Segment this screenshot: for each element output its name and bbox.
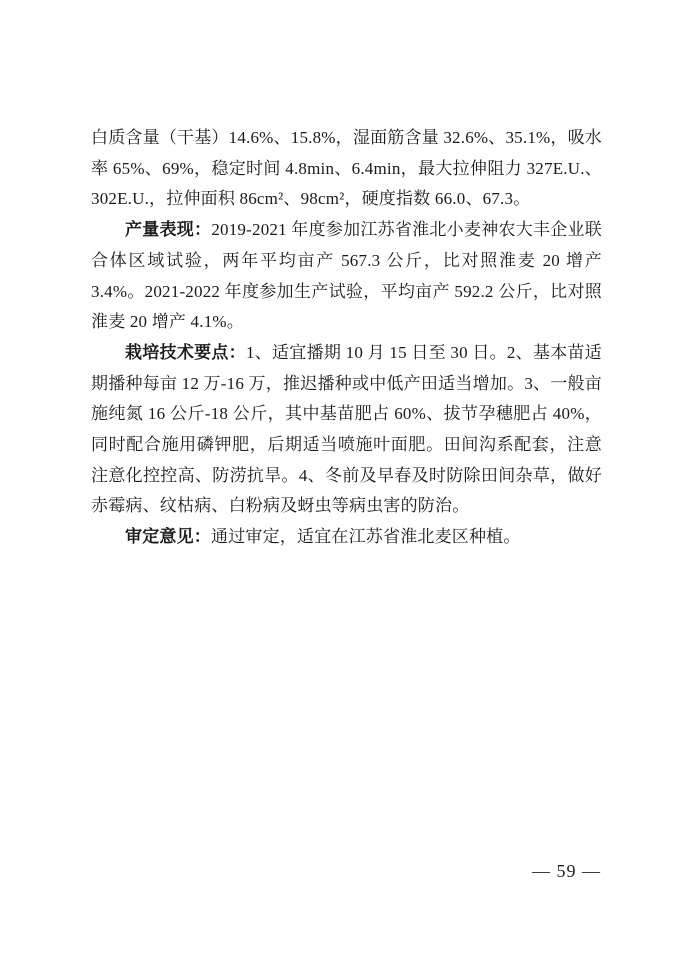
body-paragraph-yield <box>91 215 602 338</box>
paragraph-text: 1、适宜播期 10 月 15 日至 30 日。2、基本苗适期播种每亩 12 万-16 万，推迟播种或中低产田适当增加。3、一般亩施纯氮 16 公斤-18 公斤，其中基苗肥占 60%、拔节孕穗肥占 40%，同时配合施用磷钾肥，后期适当喷施叶面肥。田间沟系配套，注意注意化控控高、防涝抗旱。4、冬前及早春及时防除田间杂草，做好赤霉病、纹枯病、白粉病及蚜虫等病虫害的防治。 <box>91 342 602 516</box>
page-content <box>91 123 602 553</box>
body-paragraph-quality <box>91 123 602 215</box>
body-paragraph-cultivation <box>91 338 602 522</box>
paragraph-text: 通过审定，适宜在江苏省淮北麦区种植。 <box>211 527 521 547</box>
paragraph-label: 产量表现： <box>125 220 212 240</box>
paragraph-label: 栽培技术要点： <box>125 342 246 362</box>
paragraph-text: 白质含量（干基）14.6%、15.8%，湿面筋含量 32.6%、35.1%，吸水率 65%、69%，稳定时间 4.8min、6.4min，最大拉伸阻力 327E.U.、302E.U.，拉伸面积 86cm²、98cm²，硬度指数 66.0、67.3。 <box>91 128 602 209</box>
body-paragraph-approval <box>91 522 602 553</box>
paragraph-label: 审定意见： <box>125 527 211 547</box>
page-number: — 59 — <box>532 861 601 881</box>
paragraph-text: 2019-2021 年度参加江苏省淮北小麦神农大丰企业联合体区域试验，两年平均亩产 567.3 公斤，比对照淮麦 20 增产 3.4%。2021-2022 年度参加生产试验，平均亩产 592.2 公斤，比对照淮麦 20 增产 4.1%。 <box>91 220 603 332</box>
